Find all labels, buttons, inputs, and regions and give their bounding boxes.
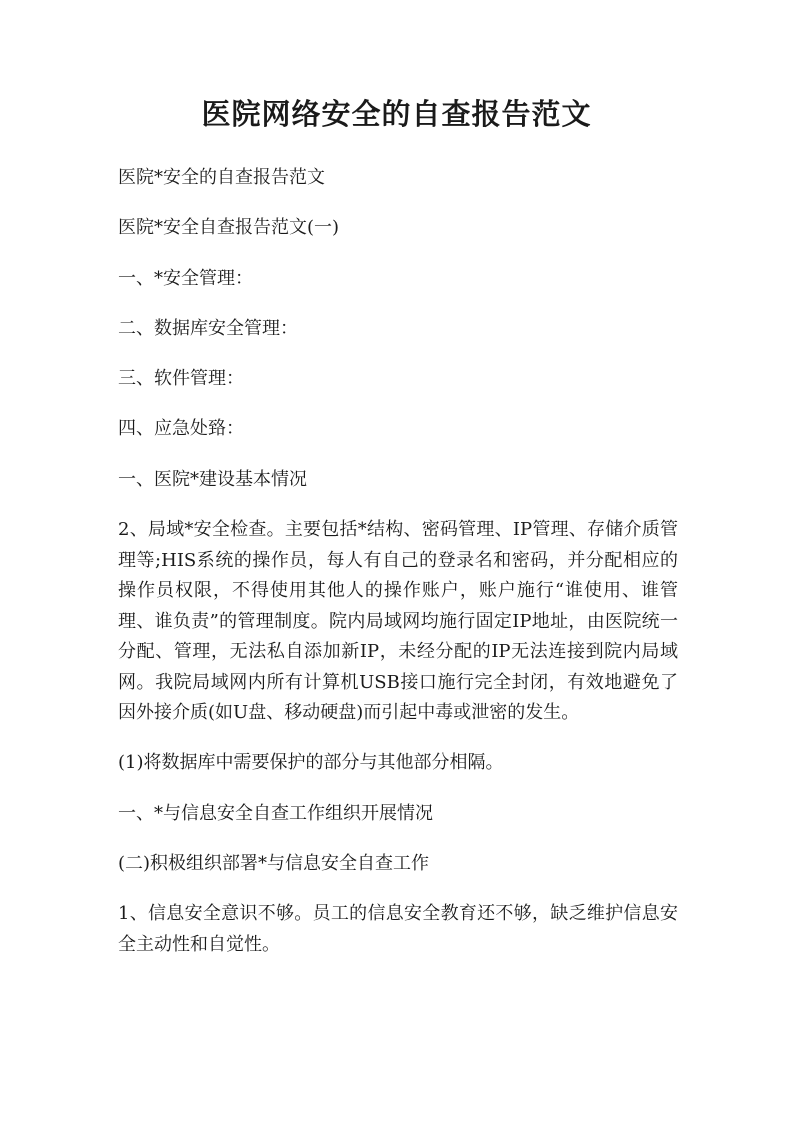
paragraph: 一、医院*建设基本情况 bbox=[118, 468, 307, 490]
paragraph: 1、信息安全意识不够。员工的信息安全教育还不够，缺乏维护信息安全主动性和自觉性。 bbox=[118, 903, 678, 955]
paragraph: 医院*安全的自查报告范文 bbox=[118, 167, 325, 188]
paragraph: 一、*与信息安全自查工作组织开展情况 bbox=[118, 802, 433, 824]
paragraph: 三、软件管理： bbox=[118, 368, 244, 390]
paragraph: 二、数据库安全管理： bbox=[118, 317, 298, 339]
document-title: 医院网络安全的自查报告范文 bbox=[201, 97, 592, 131]
paragraph: 四、应急处臵： bbox=[118, 418, 244, 440]
document-body bbox=[118, 163, 678, 980]
paragraph: 一、*安全管理： bbox=[118, 267, 253, 289]
paragraph: 医院*安全自查报告范文(一) bbox=[118, 217, 340, 239]
paragraph: (二)积极组织部署*与信息安全自查工作 bbox=[118, 852, 430, 874]
paragraph: 2、局域*安全检查。主要包括*结构、密码管理、IP管理、存储介质管理等;HIS系统的操作员，每人有自己的登录名和密码，并分配相应的操作员权限，不得使用其他人的操作账户，账户施行“谁使用、谁管理、谁负责”的管理制度。院内局域网均施行固定IP地址，由医院统一分配、管理，无法私自添加新IP，未经分配的IP无法连接到院内局域网。我院局域网内所有计算机USB接口施行完全封闭，有效地避免了因外接介质(如U盘、移动硬盘)而引起中毒或泄密的发生。 bbox=[118, 519, 678, 724]
paragraph: (1)将数据库中需要保护的部分与其他部分相隔。 bbox=[118, 752, 504, 774]
